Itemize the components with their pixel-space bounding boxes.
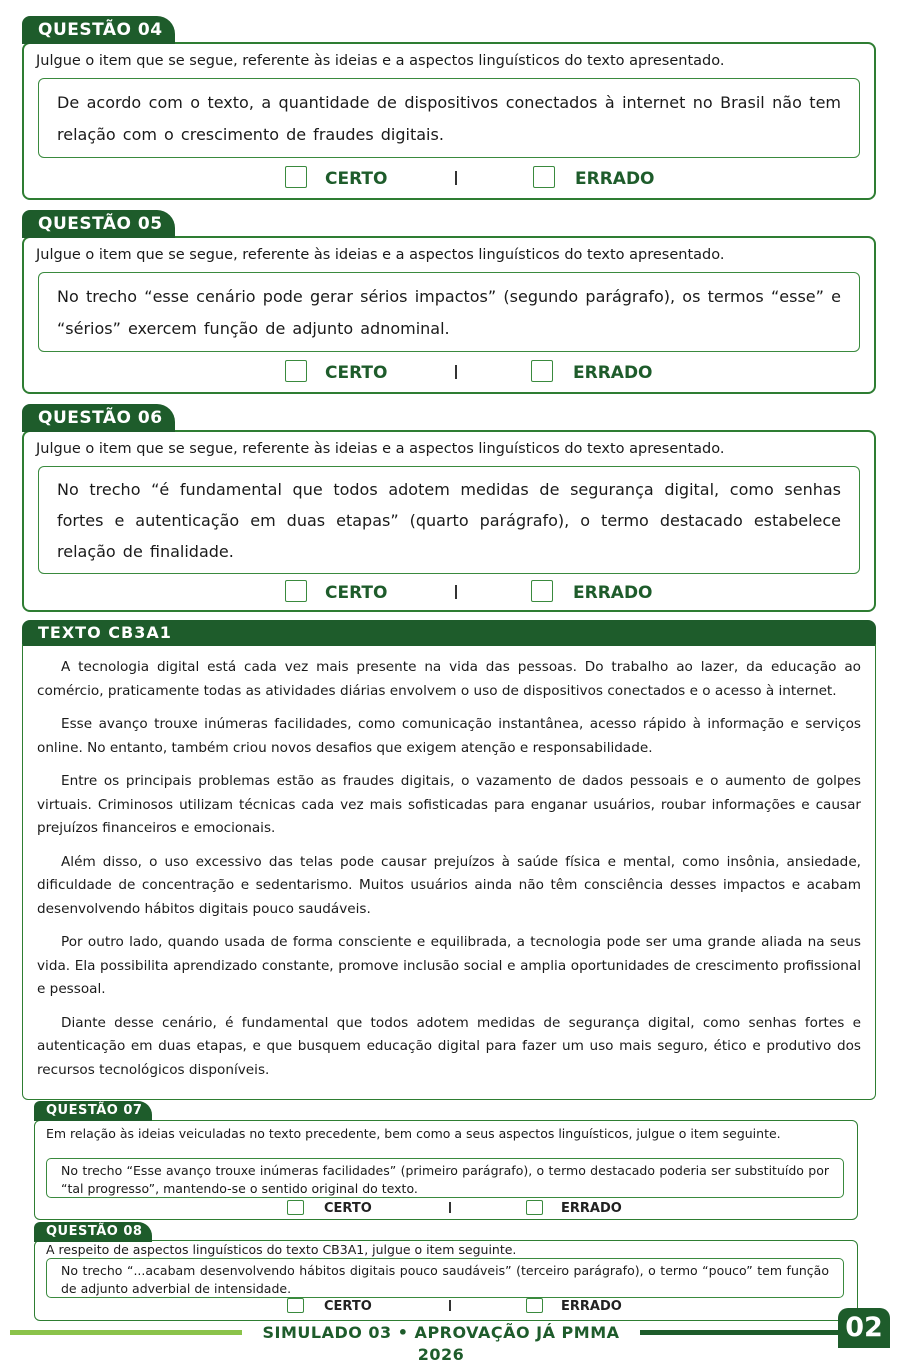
question-intro: Julgue o item que se segue, referente às ideias e a aspectos linguísticos do texto apresentado. xyxy=(36,53,725,69)
answer-options xyxy=(34,1200,858,1216)
question-number: QUESTÃO 04 xyxy=(22,16,175,44)
certo-checkbox[interactable] xyxy=(285,360,307,382)
question-intro: Em relação às ideias veiculadas no texto precedente, bem como a seus aspectos linguísticos, julgue o item seguinte. xyxy=(46,1126,781,1141)
question-number: QUESTÃO 05 xyxy=(22,210,175,238)
footer-accent-line-right xyxy=(640,1330,842,1335)
errado-checkbox[interactable] xyxy=(526,1200,543,1215)
errado-label: ERRADO xyxy=(561,1201,622,1216)
texto-block xyxy=(22,620,876,1100)
answer-separator xyxy=(455,365,457,379)
texto-title: TEXTO CB3A1 xyxy=(22,620,876,646)
answer-options xyxy=(22,580,876,606)
errado-checkbox[interactable] xyxy=(531,580,553,602)
answer-separator xyxy=(449,1300,451,1311)
errado-label: ERRADO xyxy=(573,583,653,603)
question-intro: Julgue o item que se segue, referente às ideias e a aspectos linguísticos do texto apresentado. xyxy=(36,247,725,263)
question-number: QUESTÃO 06 xyxy=(22,404,175,432)
certo-checkbox[interactable] xyxy=(287,1298,304,1313)
errado-label: ERRADO xyxy=(561,1299,622,1314)
question-08 xyxy=(34,1222,858,1322)
answer-separator xyxy=(449,1202,451,1213)
question-07 xyxy=(34,1101,858,1221)
question-04 xyxy=(22,16,876,200)
question-item: No trecho “é fundamental que todos adotem medidas de segurança digital, como senhas fortes e autenticação em duas etapas” (quarto parágrafo), o termo destacado estabelece relação de finalidade. xyxy=(38,466,860,574)
answer-options xyxy=(22,166,876,192)
texto-paragraph-4: Além disso, o uso excessivo das telas pode causar prejuízos à saúde física e mental, como insônia, ansiedade, dificuldade de concentração e sedentarismo. Muitos usuários ainda não têm consciência desses impactos e acabam desenvolvendo hábitos digitais pouco saudáveis. xyxy=(37,853,861,917)
question-intro: Julgue o item que se segue, referente às ideias e a aspectos linguísticos do texto apresentado. xyxy=(36,441,725,457)
texto-paragraph-6: Diante desse cenário, é fundamental que todos adotem medidas de segurança digital, como senhas fortes e autenticação em duas etapas, e que busquem educação digital para fazer um uso mais seguro, ético e produtivo dos recursos tecnológicos disponíveis. xyxy=(37,1014,861,1078)
question-item: De acordo com o texto, a quantidade de dispositivos conectados à internet no Brasil não tem relação com o crescimento de fraudes digitais. xyxy=(38,78,860,158)
texto-paragraph-1: A tecnologia digital está cada vez mais presente na vida das pessoas. Do trabalho ao lazer, da educação ao comércio, praticamente todas as atividades diárias envolvem o uso de dispositivos conectados e o acesso à internet. xyxy=(37,659,861,699)
question-item: No trecho “esse cenário pode gerar sérios impactos” (segundo parágrafo), os termos “esse” e “sérios” exercem função de adjunto adnominal. xyxy=(38,272,860,352)
texto-paragraph-3: Entre os principais problemas estão as fraudes digitais, o vazamento de dados pessoais e o aumento de golpes virtuais. Criminosos utilizam técnicas cada vez mais sofisticadas para enganar usuários, roubar informações e causar prejuízos financeiros e emocionais. xyxy=(37,773,861,836)
certo-checkbox[interactable] xyxy=(285,580,307,602)
page-number: 02 xyxy=(838,1308,890,1348)
question-number: QUESTÃO 08 xyxy=(34,1222,152,1242)
certo-label: CERTO xyxy=(325,363,388,383)
certo-checkbox[interactable] xyxy=(287,1200,304,1215)
answer-separator xyxy=(455,585,457,599)
question-06 xyxy=(22,404,876,612)
question-05 xyxy=(22,210,876,394)
certo-label: CERTO xyxy=(324,1299,372,1314)
question-number: QUESTÃO 07 xyxy=(34,1101,152,1121)
errado-label: ERRADO xyxy=(573,363,653,383)
errado-checkbox[interactable] xyxy=(526,1298,543,1313)
question-item: No trecho “Esse avanço trouxe inúmeras facilidades” (primeiro parágrafo), o termo destacado poderia ser substituído por “tal progresso”, mantendo-se o sentido original do texto. xyxy=(46,1158,844,1198)
certo-checkbox[interactable] xyxy=(285,166,307,188)
certo-label: CERTO xyxy=(325,583,388,603)
footer-title: SIMULADO 03 • APROVAÇÃO JÁ PMMA 2026 xyxy=(262,1323,620,1364)
errado-label: ERRADO xyxy=(575,169,655,189)
certo-label: CERTO xyxy=(325,169,388,189)
certo-label: CERTO xyxy=(324,1201,372,1216)
footer-accent-line-left xyxy=(10,1330,242,1335)
answer-options xyxy=(34,1298,858,1314)
answer-options xyxy=(22,360,876,386)
question-item: No trecho “...acabam desenvolvendo hábitos digitais pouco saudáveis” (terceiro parágrafo), o termo “pouco” tem função de adjunto adverbial de intensidade. xyxy=(46,1258,844,1298)
texto-body xyxy=(22,644,876,1100)
errado-checkbox[interactable] xyxy=(533,166,555,188)
question-intro: A respeito de aspectos linguísticos do texto CB3A1, julgue o item seguinte. xyxy=(46,1242,517,1257)
texto-paragraph-5: Por outro lado, quando usada de forma consciente e equilibrada, a tecnologia pode ser uma grande aliada na seus vida. Ela possibilita aprendizado constante, promove inclusão social e amplia oportunidades de crescimento profissional e pessoal. xyxy=(37,934,861,997)
answer-separator xyxy=(455,171,457,185)
texto-paragraph-2: Esse avanço trouxe inúmeras facilidades, como comunicação instantânea, acesso rápido à informação e serviços online. No entanto, também criou novos desafios que exigem atenção e responsabilidade. xyxy=(37,716,861,756)
errado-checkbox[interactable] xyxy=(531,360,553,382)
